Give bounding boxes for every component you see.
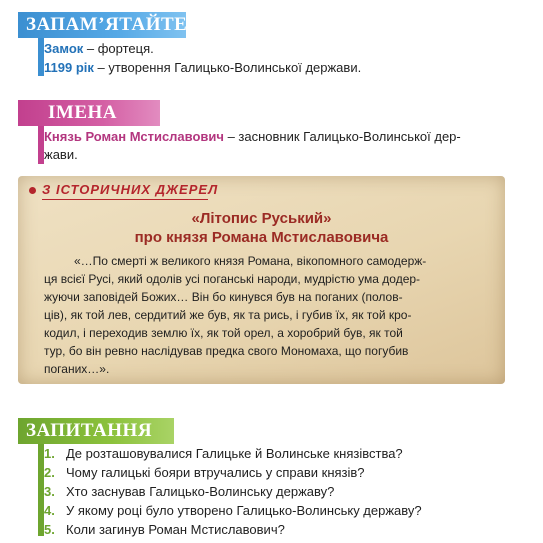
questions-header: ЗАПИТАННЯ	[18, 418, 174, 444]
question-text: Коли загинув Роман Мстиславович?	[66, 522, 285, 537]
remember-header: ЗАПАМ’ЯТАЙТЕ	[18, 12, 186, 38]
term-1199: 1199 рік	[44, 60, 94, 75]
question-text: Де розташовувалися Галицьке й Волинське князівства?	[66, 446, 403, 461]
question-number: 5.	[44, 522, 55, 537]
quote-line: «…По смерті ж великого князя Романа, вікопомного самодерж-	[74, 254, 427, 268]
name-roman-desc: – засновник Галицько-Волинської дер-	[223, 129, 461, 144]
names-header: ІМЕНА	[18, 100, 160, 126]
quote-line: жуючи заповідей Божих… Він бо кинувся був на поганих (полов-	[44, 290, 403, 304]
source-title-line2: про князя Романа Мстиславовича	[134, 229, 389, 246]
quote-line: тур, бо він ревно наслідував предка свого Мономаха, що погубив	[44, 344, 409, 358]
quote-line: ця всієї Русі, який одолів усі поганські народи, мудрістю ума додер-	[44, 272, 421, 286]
term-castle: Замок	[44, 41, 84, 56]
question-text: У якому році було утворено Галицько-Волинську державу?	[66, 503, 422, 518]
source-header: З ІСТОРИЧНИХ ДЖЕРЕЛ	[42, 182, 219, 197]
names-item-line1	[44, 129, 461, 145]
quote-line: кодил, і переходив землю їх, як той орел, а хоробрий був, як той	[44, 326, 403, 340]
names-item-line2: жави.	[44, 147, 78, 162]
definition-castle: – фортеця.	[83, 41, 154, 56]
question-number: 2.	[44, 465, 55, 480]
name-roman: Князь Роман Мстиславович	[44, 129, 224, 144]
question-number: 3.	[44, 484, 55, 499]
remember-item-1199	[44, 60, 361, 76]
question-text: Чому галицькі бояри втручались у справи князів?	[66, 465, 365, 480]
source-title-line1: «Літопис Руський»	[191, 210, 332, 227]
question-text: Хто заснував Галицько-Волинську державу?	[66, 484, 335, 499]
source-header-underline	[42, 199, 208, 200]
question-number: 4.	[44, 503, 55, 518]
definition-1199: – утворення Галицько-Волинської держави.	[93, 60, 362, 75]
quote-line: поганих…».	[44, 362, 110, 376]
remember-item-castle	[44, 41, 154, 57]
bullet-icon	[29, 187, 36, 194]
quote-line: ців), як той лев, сердитий же був, як та рись, і губив їх, як той кро-	[44, 308, 412, 322]
question-number: 1.	[44, 446, 55, 461]
